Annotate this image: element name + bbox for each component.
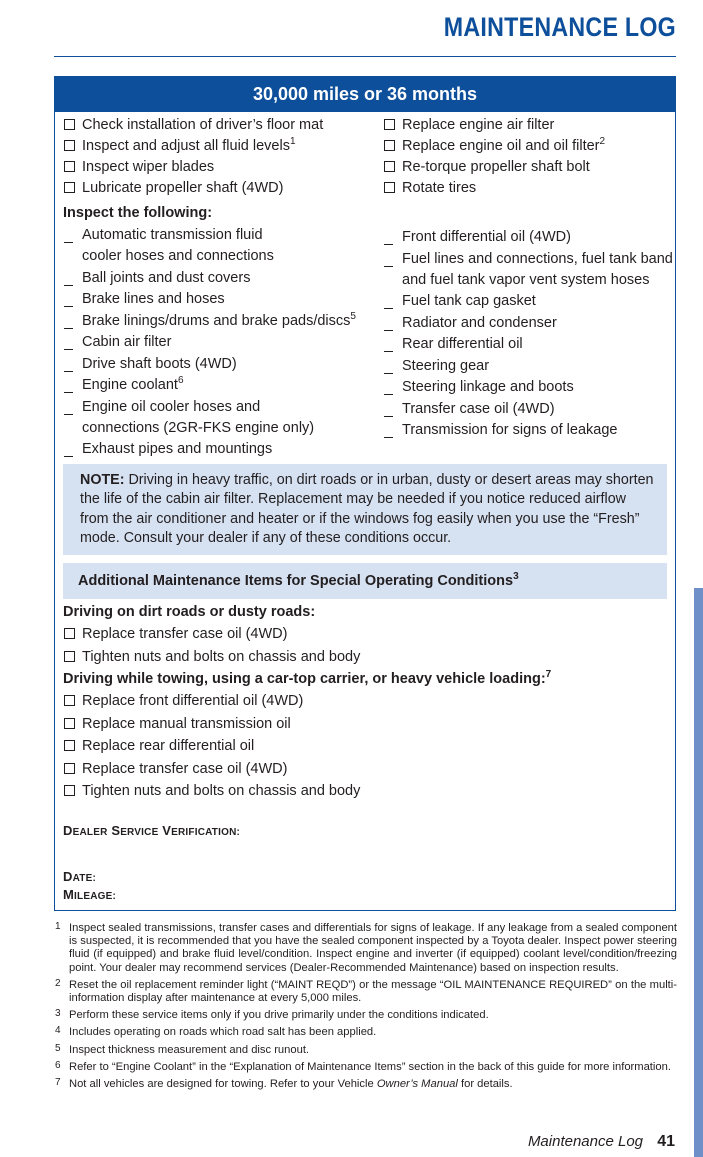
- checklist-item: [63, 759, 463, 780]
- footnote-number: 1: [55, 921, 61, 932]
- checklist-item: [63, 736, 463, 757]
- inspect-item: [63, 397, 363, 439]
- inspect-item-label: Ball joints and dust covers: [82, 269, 251, 286]
- inspect-item: [383, 377, 673, 398]
- footnote-number: 6: [55, 1059, 61, 1071]
- blank-line[interactable]: [383, 420, 393, 441]
- checklist-item-label: Replace front differential oil (4WD): [82, 693, 304, 709]
- note-line: from the air conditioner and heater or if the windows fog easily when you use the “Fresh”: [80, 510, 640, 527]
- inspect-list-left: [63, 225, 363, 461]
- page-number: 41: [657, 1133, 675, 1150]
- footnote-ref: 1: [289, 136, 296, 147]
- note-label: NOTE:: [80, 472, 125, 488]
- blank-line[interactable]: [63, 439, 73, 460]
- inspect-item-label: Engine oil cooler hoses and: [82, 398, 261, 415]
- blank-line[interactable]: [63, 268, 73, 289]
- inspect-item-label: Front differential oil (4WD): [402, 229, 571, 245]
- checkbox[interactable]: [64, 740, 75, 751]
- blank-line[interactable]: [383, 377, 393, 398]
- inspect-item: [63, 268, 363, 289]
- dirt-roads-checklist: [63, 624, 463, 669]
- footnote-ref: 2: [599, 136, 606, 147]
- inspect-item-label: Exhaust pipes and mountings: [82, 441, 273, 457]
- checkbox[interactable]: [64, 161, 75, 172]
- maintenance-interval-box: [54, 76, 676, 911]
- checkbox[interactable]: [384, 140, 395, 151]
- inspect-item-label: cooler hoses and connections: [82, 248, 274, 264]
- note-line: the life of the cabin air filter. Replacement may be needed if you notice reduced airflow: [80, 491, 626, 508]
- checklist-item-label: Inspect wiper blades: [82, 159, 215, 175]
- inspect-item-label: Rear differential oil: [402, 336, 523, 352]
- footnote: [55, 1044, 677, 1057]
- blank-line[interactable]: [383, 334, 393, 355]
- checkbox[interactable]: [384, 182, 395, 193]
- inspect-item-label: Steering linkage and boots: [402, 379, 574, 395]
- inspect-item: [383, 227, 673, 248]
- footnote-number: 7: [55, 1077, 61, 1089]
- checklist-item: [63, 136, 363, 157]
- inspect-item-label: Transfer case oil (4WD): [402, 400, 555, 417]
- footnote: [55, 979, 677, 1005]
- footnote-ref: 6: [177, 375, 184, 386]
- checklist-item-label: Inspect and adjust all fluid levels: [82, 138, 290, 154]
- blank-line[interactable]: [383, 399, 393, 420]
- blank-line[interactable]: [383, 249, 393, 270]
- note-line: mode. Consult your dealer if any of these conditions occur.: [80, 529, 452, 546]
- checklist-item-label: Replace engine oil and oil filter: [402, 138, 600, 154]
- inspect-item: [383, 420, 673, 441]
- page-footer: [528, 1133, 675, 1151]
- footnote-number: 2: [55, 977, 61, 989]
- towing-heading: [63, 669, 551, 690]
- inspect-item-label: Radiator and condenser: [402, 314, 557, 331]
- towing-checklist: [63, 691, 463, 804]
- dealer-label-text: DEALER SERVICE VERIFICATION:: [63, 823, 241, 838]
- checklist-item: [63, 647, 463, 668]
- checklist-item-label: Replace manual transmission oil: [82, 715, 291, 732]
- blank-line[interactable]: [63, 311, 73, 332]
- mileage-label-text: MILEAGE:: [63, 887, 116, 902]
- blank-line[interactable]: [63, 332, 73, 353]
- footnote-text: Inspect sealed transmissions, transfer cases and differentials for signs of leakage. If any leakage from a sealed component is suspected, it is recommended that you have the sealed component inspected by a Toyota dealer. Inspect power steering fluid (if equipped) and brake fluid level/condition. Inspect engine and inverter (if equipped) coolant level/condition/freezing point. Your dealer may recommend services (Dealer-Recommended Maintenance) based on inspection results.: [69, 922, 677, 974]
- inspect-item: [63, 289, 363, 310]
- checkbox[interactable]: [64, 695, 75, 706]
- checkbox[interactable]: [64, 763, 75, 774]
- inspect-list-right: [383, 227, 673, 442]
- footnote-text: Inspect thickness measurement and disc runout.: [69, 1043, 310, 1056]
- checklist-item: [63, 178, 363, 199]
- footnote: [55, 1078, 677, 1091]
- inspect-item: [63, 225, 363, 267]
- checklist-item-label: Tighten nuts and bolts on chassis and body: [82, 648, 361, 665]
- footer-label: Maintenance Log: [527, 1133, 644, 1150]
- footnote: [55, 1061, 677, 1074]
- checklist-item: [63, 714, 463, 735]
- footnote-ref: 7: [545, 669, 552, 680]
- inspect-item-label: Fuel tank cap gasket: [402, 293, 536, 309]
- section-tab: [694, 588, 703, 1157]
- footnote-text: Refer to “Engine Coolant” in the “Explanation of Maintenance Items” section in the back of this guide for more information.: [69, 1060, 671, 1073]
- checkbox[interactable]: [64, 140, 75, 151]
- inspect-item-label: Steering gear: [402, 357, 490, 374]
- inspect-heading: Inspect the following:: [63, 205, 213, 221]
- note-line: Driving in heavy traffic, on dirt roads or in urban, dusty or desert areas may shorten: [128, 472, 654, 488]
- date-label-text: DATE:: [63, 869, 96, 884]
- checklist-left: [63, 115, 363, 199]
- mileage-label: [63, 884, 116, 907]
- footnote-text: Includes operating on roads which road salt has been applied.: [69, 1026, 377, 1039]
- footnote-text: Perform these service items only if you drive primarily under the conditions indicated.: [69, 1009, 489, 1022]
- inspect-item: [383, 291, 673, 312]
- checkbox[interactable]: [384, 161, 395, 172]
- footnote-number: 4: [55, 1025, 61, 1037]
- checklist-item-label: Lubricate propeller shaft (4WD): [82, 180, 284, 196]
- checkbox[interactable]: [64, 119, 75, 130]
- inspect-item-label: Drive shaft boots (4WD): [82, 355, 237, 372]
- footnotes: [55, 922, 677, 1095]
- blank-line[interactable]: [63, 289, 73, 310]
- blank-line[interactable]: [383, 291, 393, 312]
- checkbox[interactable]: [64, 718, 75, 729]
- inspect-item: [383, 313, 673, 334]
- checklist-item: [63, 157, 363, 178]
- inspect-item-label: Brake linings/drums and brake pads/discs: [82, 312, 351, 329]
- inspect-item: [383, 399, 673, 420]
- checklist-item-label: Replace transfer case oil (4WD): [82, 626, 288, 642]
- checklist-item-label: Re-torque propeller shaft bolt: [402, 159, 590, 175]
- blank-line[interactable]: [383, 356, 393, 377]
- inspect-item-label: Fuel lines and connections, fuel tank band: [402, 250, 673, 267]
- inspect-item-label: Automatic transmission fluid: [82, 227, 263, 243]
- footnote: [55, 1026, 677, 1039]
- checklist-item: [383, 157, 683, 178]
- footnote-text: Not all vehicles are designed for towing. Refer to your Vehicle: [69, 1078, 377, 1091]
- footnote-number: 5: [55, 1042, 61, 1054]
- footnote-ref: 5: [350, 310, 356, 322]
- blank-line[interactable]: [63, 397, 73, 418]
- checklist-item: [63, 691, 463, 712]
- checklist-item: [383, 136, 683, 157]
- dirt-roads-heading: Driving on dirt roads or dusty roads:: [63, 604, 316, 620]
- inspect-item-label: Engine coolant: [82, 377, 178, 393]
- footnote-number: 3: [55, 1008, 61, 1020]
- inspect-item-label: Brake lines and hoses: [82, 291, 225, 307]
- note-panel: [63, 464, 667, 555]
- inspect-item: [383, 334, 673, 355]
- blank-line[interactable]: [63, 375, 73, 396]
- checkbox[interactable]: [64, 651, 75, 662]
- dealer-verification-label: [63, 820, 240, 843]
- checklist-item: [383, 178, 683, 199]
- interval-header: 30,000 miles or 36 months: [55, 77, 675, 112]
- inspect-item-label: Transmission for signs of leakage: [402, 422, 618, 438]
- checklist-item: [63, 781, 463, 802]
- title-divider: [54, 56, 676, 57]
- towing-heading-text: Driving while towing, using a car-top carrier, or heavy vehicle loading:: [63, 671, 546, 687]
- inspect-item-label: connections (2GR-FKS engine only): [82, 419, 315, 436]
- blank-line[interactable]: [63, 225, 73, 246]
- inspect-item: [383, 356, 673, 377]
- checklist-item-label: Check installation of driver’s floor mat: [82, 117, 324, 133]
- checklist-item-label: Tighten nuts and bolts on chassis and body: [82, 783, 361, 799]
- additional-heading-text: Additional Maintenance Items for Special Operating Conditions: [78, 573, 514, 589]
- blank-line[interactable]: [383, 313, 393, 334]
- footnote-text: for details.: [457, 1078, 513, 1091]
- checklist-item-label: Replace transfer case oil (4WD): [82, 760, 288, 777]
- footnote-text: Reset the oil replacement reminder light (“MAINT REQD”) or the message “OIL MAINTENANCE REQUIRED” on the multi-information display after maintenance at every 5,000 miles.: [69, 978, 677, 1005]
- footnote: [55, 1009, 677, 1022]
- footnote-ref: 3: [513, 571, 519, 582]
- blank-line[interactable]: [383, 227, 393, 248]
- checkbox[interactable]: [64, 785, 75, 796]
- checklist-item: [63, 624, 463, 645]
- checklist-item-label: Replace rear differential oil: [82, 738, 255, 754]
- inspect-item: [63, 375, 363, 396]
- inspect-item: [63, 439, 363, 460]
- inspect-item: [383, 249, 673, 291]
- inspect-item-label: and fuel tank vapor vent system hoses: [402, 271, 650, 288]
- blank-line[interactable]: [63, 354, 73, 375]
- checkbox[interactable]: [384, 119, 395, 130]
- inspect-item-label: Cabin air filter: [82, 334, 172, 350]
- checklist-right: [383, 115, 683, 199]
- inspect-item: [63, 332, 363, 353]
- page-title: MAINTENANCE LOG: [443, 12, 676, 42]
- inspect-item: [63, 354, 363, 375]
- footnote: [55, 922, 677, 975]
- checklist-item: [383, 115, 683, 136]
- checkbox[interactable]: [64, 182, 75, 193]
- checklist-item: [63, 115, 363, 136]
- checkbox[interactable]: [64, 628, 75, 639]
- inspect-item: [63, 311, 363, 332]
- checklist-item-label: Replace engine air filter: [402, 117, 555, 133]
- additional-maintenance-heading: [63, 563, 667, 599]
- footnote-italic-text: Owner’s Manual: [376, 1078, 458, 1091]
- checklist-item-label: Rotate tires: [402, 180, 477, 196]
